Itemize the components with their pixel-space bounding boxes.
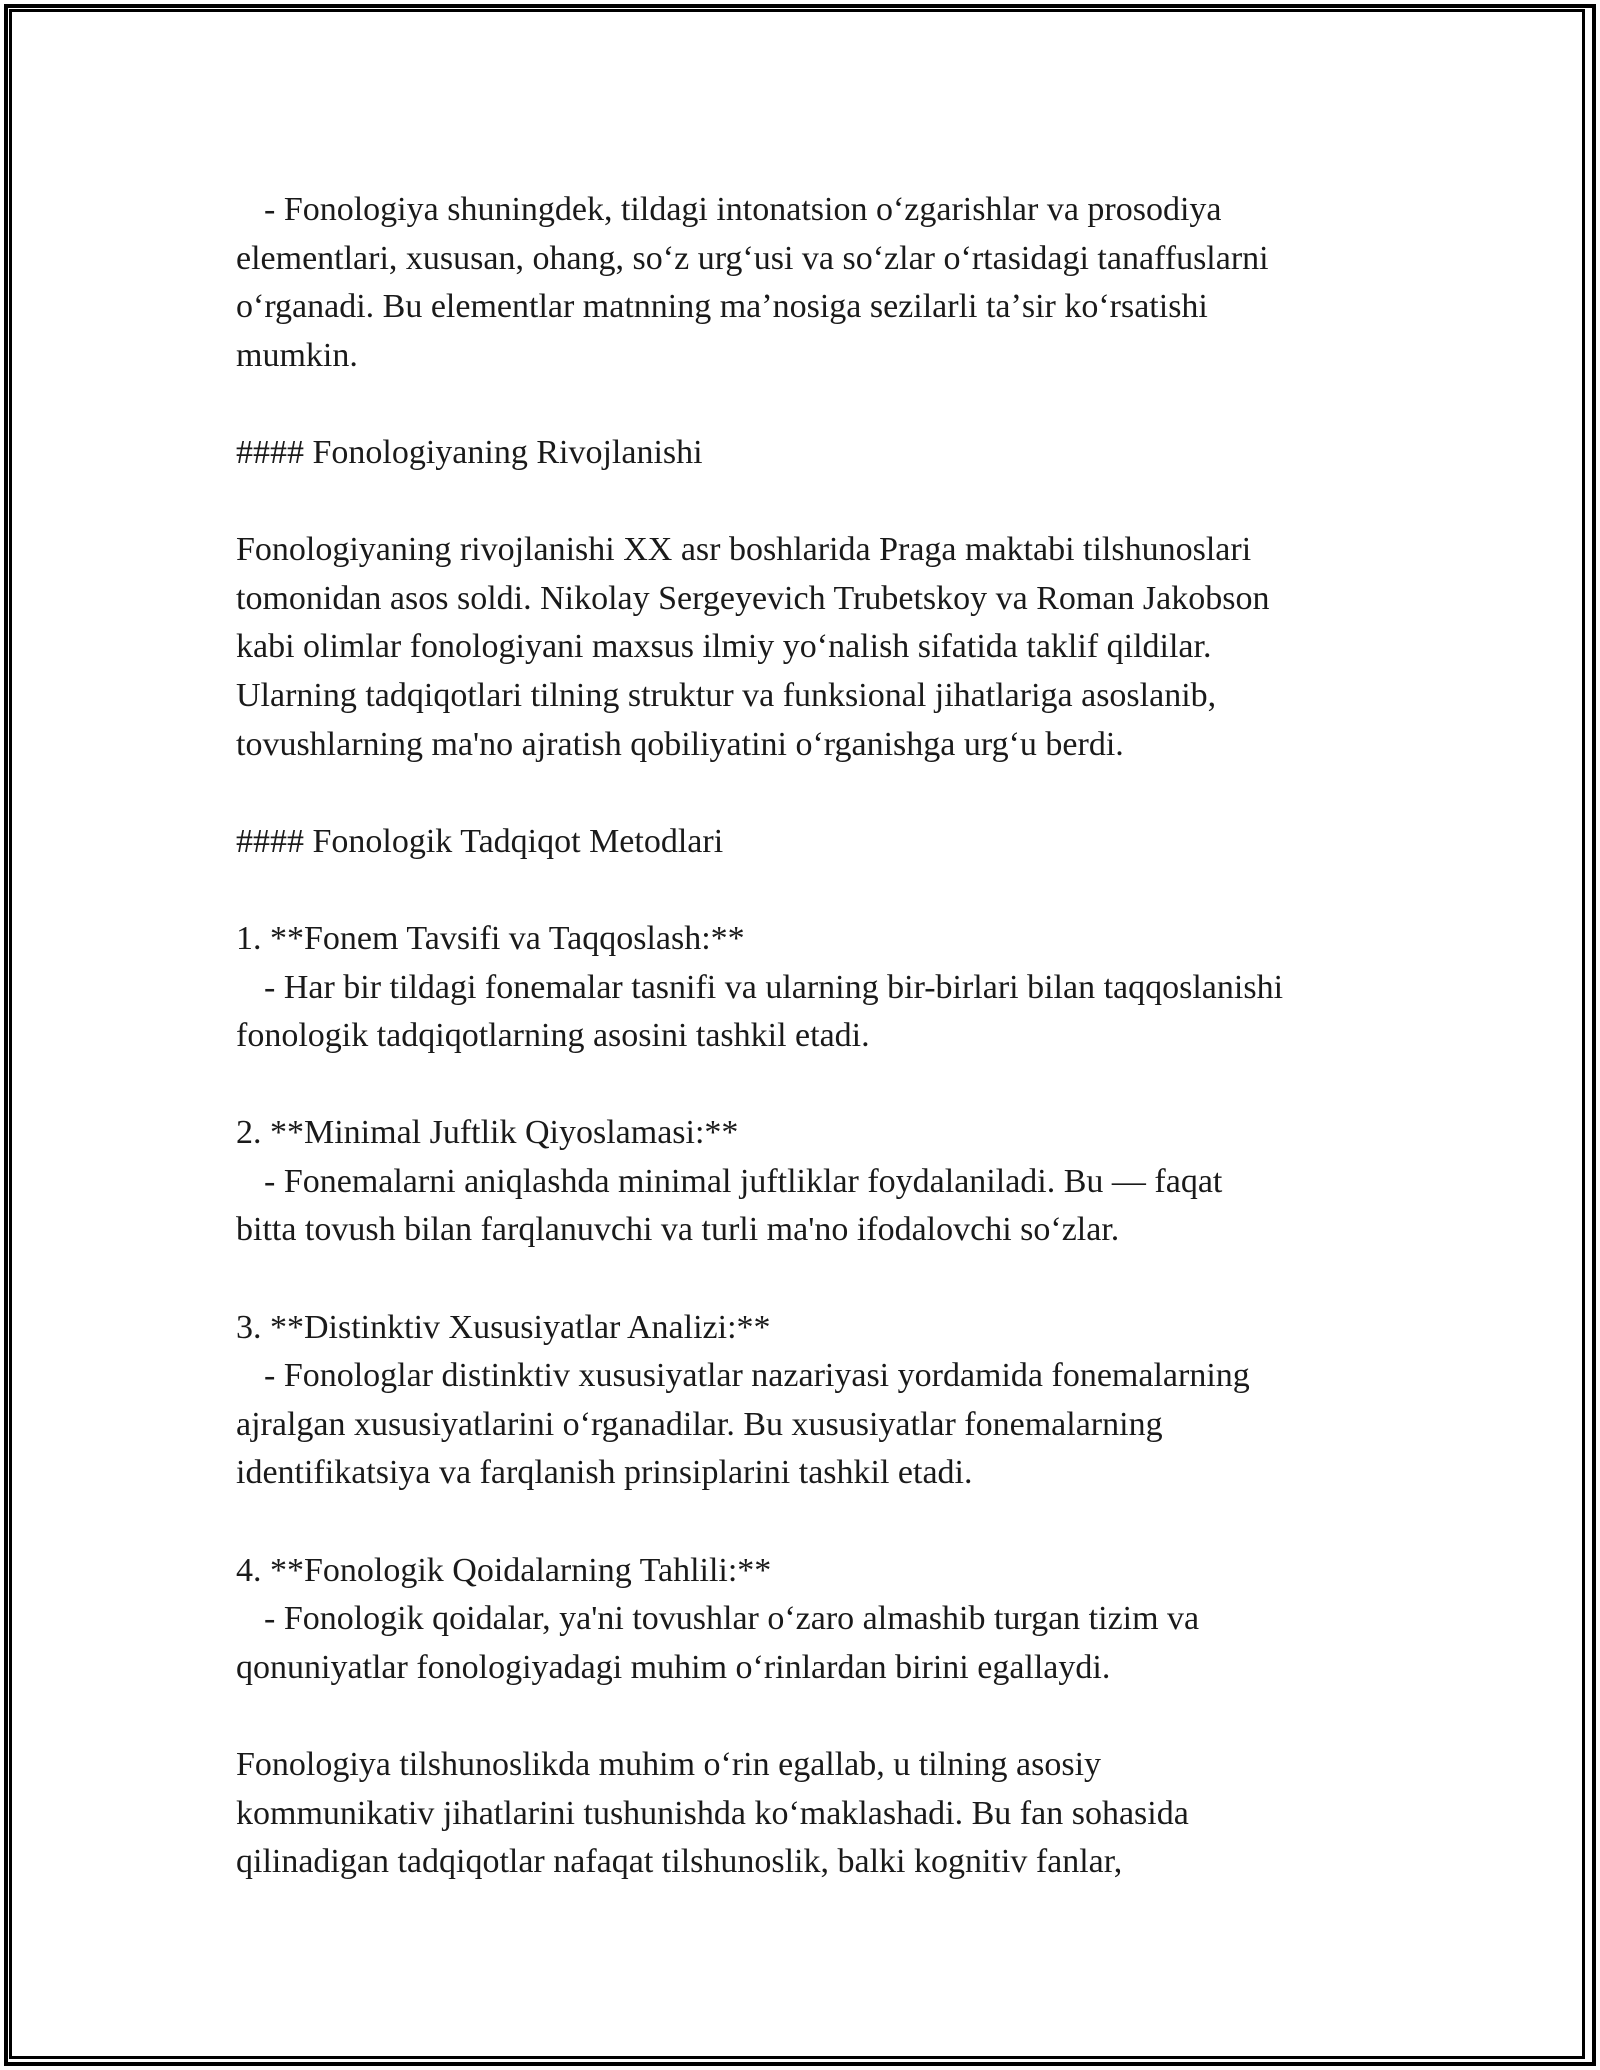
text-line: qonuniyatlar fonologiyadagi muhim oʻrinlardan birini egallaydi. [236,1648,1111,1686]
spacer [236,1061,1396,1110]
text-line: elementlari, xususan, ohang, soʻz urgʻusi va soʻzlar oʻrtasidagi tanaffuslarni [236,239,1269,277]
paragraph-development [236,526,1396,769]
list-item-method-4 [236,1547,1396,1693]
document-body [236,186,1396,1887]
text-line: tomonidan asos soldi. Nikolay Sergeyevich Trubetskoy va Roman Jakobson [236,579,1270,617]
spacer [236,1498,1396,1547]
list-item-title: 1. **Fonem Tavsifi va Taqqoslash:** [236,919,745,957]
list-item-method-1 [236,915,1396,1061]
text-line: Ularning tadqiqotlari tilning struktur va funksional jihatlariga asoslanib, [236,676,1217,714]
text-line: - Fonemalarni aniqlashda minimal juftliklar foydalaniladi. Bu — faqat [264,1162,1223,1200]
text-line: kabi olimlar fonologiyani maxsus ilmiy yoʻnalish sifatida taklif qildilar. [236,628,1212,666]
spacer [236,769,1396,818]
text-line: - Fonologlar distinktiv xususiyatlar nazariyasi yordamida fonemalarning [264,1357,1250,1395]
text-line: Fonologiyaning rivojlanishi XX asr boshlarida Praga maktabi tilshunoslari [236,531,1252,569]
spacer [236,1692,1396,1741]
list-item-title: 2. **Minimal Juftlik Qiyoslamasi:** [236,1114,739,1152]
text-line: mumkin. [236,336,358,374]
list-item-method-3 [236,1304,1396,1498]
text-line: kommunikativ jihatlarini tushunishda koʻmaklashadi. Bu fan sohasida [236,1794,1189,1832]
text-line: bitta tovush bilan farqlanuvchi va turli ma'no ifodalovchi soʻzlar. [236,1211,1120,1249]
list-item-method-2 [236,1109,1396,1255]
spacer [236,380,1396,429]
list-item-title: 4. **Fonologik Qoidalarning Tahlili:** [236,1551,772,1589]
section-heading-methods: #### Fonologik Tadqiqot Metodlari [236,822,724,860]
text-line: Fonologiya tilshunoslikda muhim oʻrin egallab, u tilning asosiy [236,1746,1102,1783]
section-heading-development: #### Fonologiyaning Rivojlanishi [236,433,703,471]
text-line: - Fonologik qoidalar, ya'ni tovushlar oʻzaro almashib turgan tizim va [264,1600,1200,1638]
text-line: - Fonologiya shuningdek, tildagi intonatsion oʻzgarishlar va prosodiya [264,191,1222,228]
text-line: qilinadigan tadqiqotlar nafaqat tilshunoslik, balki kognitiv fanlar, [236,1843,1123,1881]
paragraph-conclusion [236,1741,1396,1887]
spacer [236,1255,1396,1304]
text-line: identifikatsiya va farqlanish prinsiplarini tashkil etadi. [236,1454,973,1492]
text-line: - Har bir tildagi fonemalar tasnifi va ularning bir-birlari bilan taqqoslanishi [264,968,1284,1006]
text-line: fonologik tadqiqotlarning asosini tashkil etadi. [236,1017,870,1055]
spacer [236,866,1396,915]
text-line: ajralgan xususiyatlarini oʻrganadilar. Bu xususiyatlar fonemalarning [236,1405,1163,1443]
paragraph-prosody [236,186,1396,380]
spacer [236,478,1396,527]
text-line: oʻrganadi. Bu elementlar matnning maʼnosiga sezilarli taʼsir koʻrsatishi [236,288,1208,326]
text-line: tovushlarning ma'no ajratish qobiliyatini oʻrganishga urgʻu berdi. [236,725,1124,763]
list-item-title: 3. **Distinktiv Xususiyatlar Analizi:** [236,1308,771,1346]
